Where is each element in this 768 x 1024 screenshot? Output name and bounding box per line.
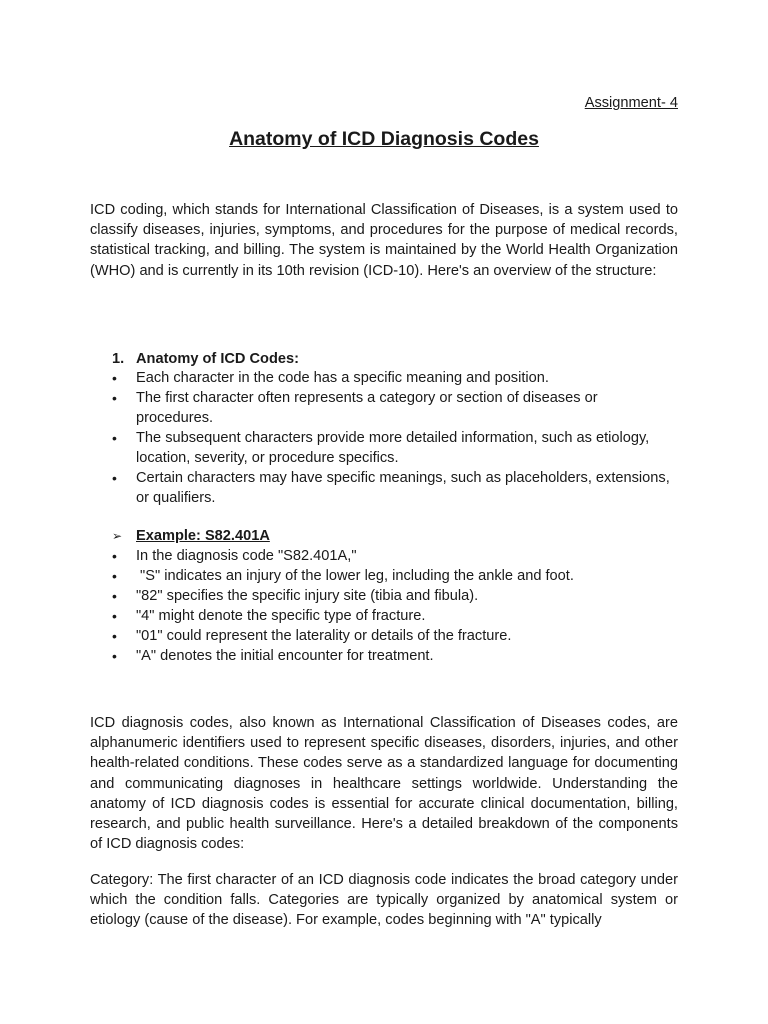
list-item-text: "S" indicates an injury of the lower leg, including the ankle and foot. <box>136 568 574 584</box>
list-item-text: "82" specifies the specific injury site (tibia and fibula). <box>136 588 479 604</box>
assignment-label: Assignment- 4 <box>584 95 678 111</box>
list-item <box>112 368 678 388</box>
list-item <box>112 586 678 606</box>
list-item-text: The subsequent characters provide more detailed information, such as etiology, location, severity, or procedure specifics. <box>136 430 650 466</box>
section-heading-text: Anatomy of ICD Codes: <box>136 351 299 367</box>
category-paragraph: Category: The first character of an ICD diagnosis code indicates the broad category under which the condition falls. Categories are typically organized by anatomical system or etiology (cause of the disease). For example, codes beginning with "A" typically <box>90 872 678 929</box>
list-item-text: Certain characters may have specific meanings, such as placeholders, extensions, or qualifiers. <box>136 470 670 506</box>
list-item <box>112 546 678 566</box>
arrow-bullet-icon: ➢ <box>112 529 123 543</box>
list-item-text: The first character often represents a category or section of diseases or procedures. <box>136 390 598 426</box>
section-number: 1. <box>112 351 125 367</box>
list-item <box>112 606 678 626</box>
anatomy-bullet-list <box>112 368 678 508</box>
body-paragraph: ICD diagnosis codes, also known as International Classification of Diseases codes, are alphanumeric identifiers used to represent specific diseases, disorders, injuries, and other health-related conditions. These codes serve as a standardized language for documenting and communicating diagnoses in healthcare settings worldwide. Understanding the anatomy of ICD diagnosis codes is essential for accurate clinical documentation, billing, research, and public health surveillance. Here's a detailed breakdown of the components of ICD diagnosis codes: <box>90 715 678 853</box>
list-item <box>112 428 678 468</box>
bullet-icon: • <box>112 628 117 644</box>
bullet-icon: • <box>112 390 117 406</box>
list-item <box>112 468 678 508</box>
example-heading <box>112 526 270 546</box>
bullet-icon: • <box>112 470 117 486</box>
example-label: Example: S82.401A <box>136 528 270 544</box>
bullet-icon: • <box>112 588 117 604</box>
bullet-icon: • <box>112 370 117 386</box>
list-item <box>112 388 678 428</box>
page-title: Anatomy of ICD Diagnosis Codes <box>229 128 539 150</box>
list-item-text: "4" might denote the specific type of fracture. <box>136 608 426 624</box>
list-item-text: Each character in the code has a specific meaning and position. <box>136 370 549 386</box>
list-item <box>112 566 678 586</box>
list-item-text: "01" could represent the laterality or details of the fracture. <box>136 628 512 644</box>
intro-paragraph: ICD coding, which stands for International Classification of Diseases, is a system used to classify diseases, injuries, symptoms, and procedures for the purpose of medical records, statistical tracking, and billing. The system is maintained by the World Health Organization (WHO) and is currently in its 10th revision (ICD-10). Here's an overview of the structure: <box>90 202 678 279</box>
bullet-icon: • <box>112 608 117 624</box>
bullet-icon: • <box>112 548 117 564</box>
list-item <box>112 646 678 666</box>
list-item-text: "A" denotes the initial encounter for treatment. <box>136 648 434 664</box>
section-heading <box>112 349 299 369</box>
list-item <box>112 626 678 646</box>
bullet-icon: • <box>112 568 117 584</box>
list-item-text: In the diagnosis code "S82.401A," <box>136 548 357 564</box>
bullet-icon: • <box>112 648 117 664</box>
bullet-icon: • <box>112 430 117 446</box>
example-bullet-list <box>112 546 678 666</box>
